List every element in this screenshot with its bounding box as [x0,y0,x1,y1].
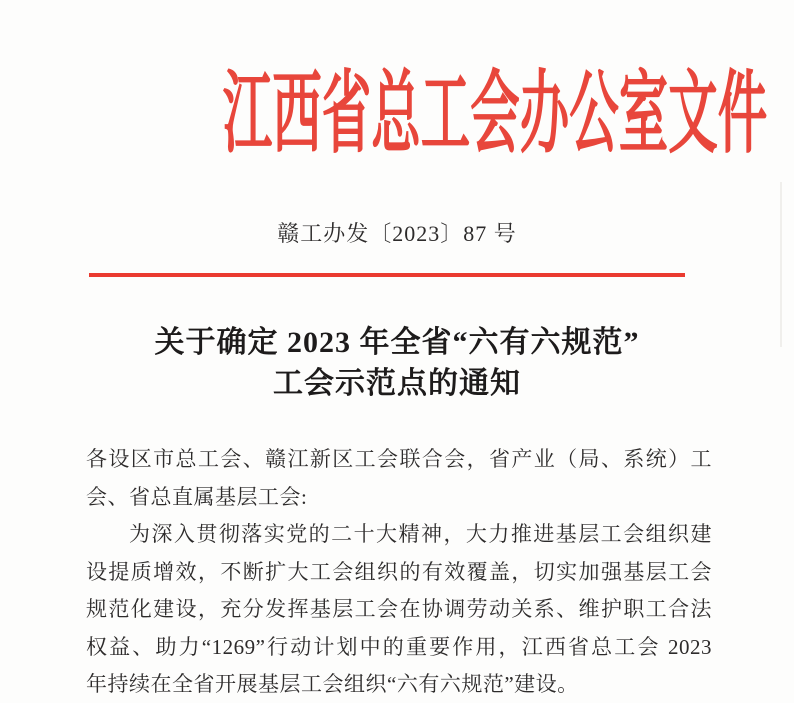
salutation-line-2: 会、省总直属基层工会: [86,484,308,509]
document-title-line-1: 关于确定 2023 年全省“六有六规范” [154,326,640,359]
body-paragraph-line-5: 年持续在全省开展基层工会组织“六有六规范”建设。 [86,672,579,696]
document-reference-number: 赣工办发〔2023〕87 号 [277,221,517,246]
issuing-agency-banner-title: 江西省总工会办公室文件 [222,65,768,164]
document-header-banner [0,62,794,168]
body-paragraph-line-2: 设提质增效，不断扩大工会组织的有效覆盖，切实加强基层工会 [86,559,712,584]
document-title [0,322,794,404]
body-paragraph-line-1: 为深入贯彻落实党的二十大精神，大力推进基层工会组织建 [129,522,712,546]
scan-artifact [780,182,782,347]
document-title-line-2: 工会示范点的通知 [273,367,521,400]
salutation-line-1: 各设区市总工会、赣江新区工会联合会，省产业（局、系统）工 [86,447,712,471]
body-paragraph-line-4: 权益、助力“1269”行动计划中的重要作用，江西省总工会 2023 [86,634,712,659]
document-body [86,441,712,703]
red-divider-line [89,273,685,277]
body-paragraph-line-3: 规范化建设，充分发挥基层工会在协调劳动关系、维护职工合法 [86,597,712,621]
